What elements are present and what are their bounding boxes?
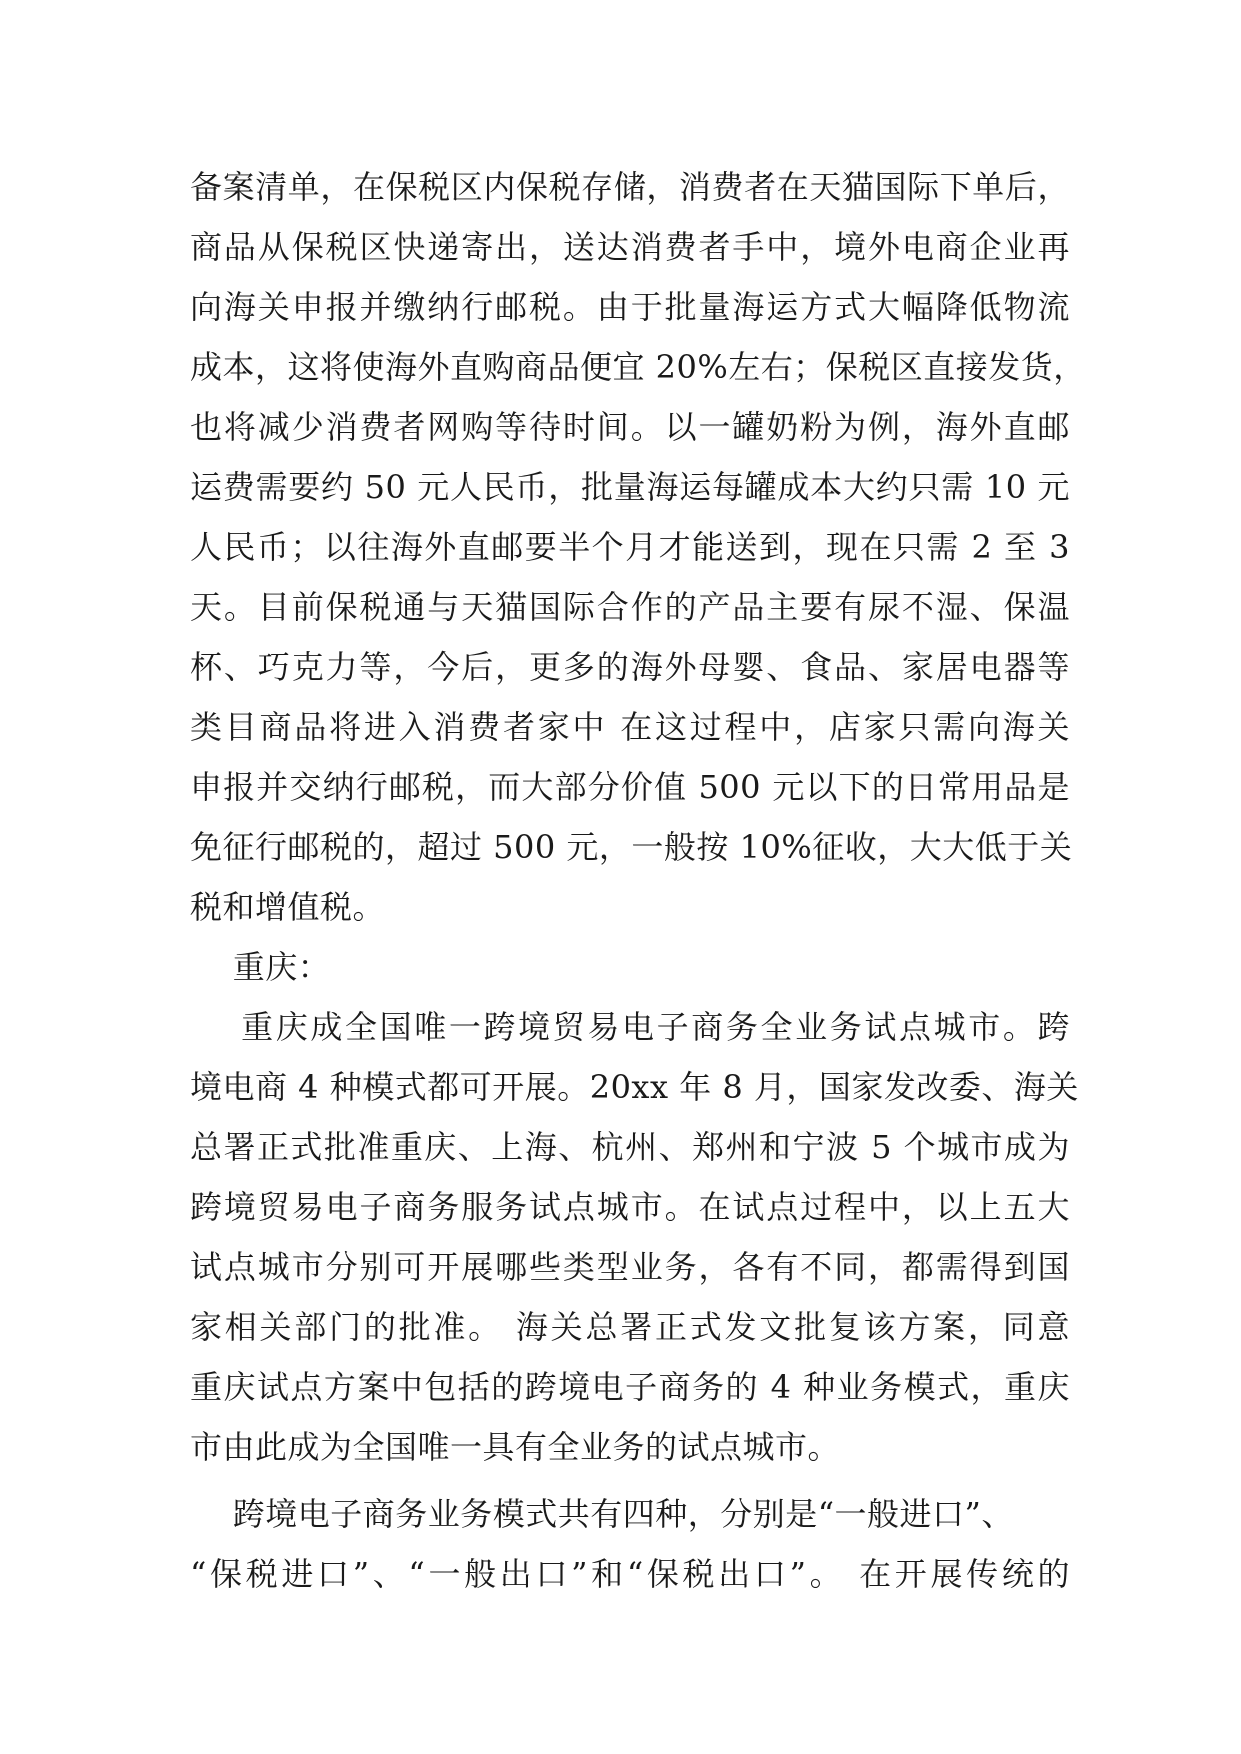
text-line: 成本，这将使海外直购商品便宜 20%左右；保税区直接发货， (190, 348, 1086, 386)
text-line: 税和增值税。 (190, 888, 386, 926)
text-line: 境电商 4 种模式都可开展。20xx 年 8 月，国家发改委、海关 (190, 1068, 1079, 1106)
text-line: 家相关部门的批准。 海关总署正式发文批复该方案，同意 (190, 1308, 1070, 1346)
paragraph-bonded-import-details (190, 157, 1086, 937)
paragraph-chongqing-heading (190, 937, 1070, 997)
document-body (190, 157, 1086, 1604)
text-line: 向海关申报并缴纳行邮税。由于批量海运方式大幅降低物流 (190, 288, 1070, 326)
text-line: 备案清单，在保税区内保税存储，消费者在天猫国际下单后， (190, 168, 1070, 206)
text-line: 也将减少消费者网购等待时间。以一罐奶粉为例，海外直邮 (190, 408, 1070, 446)
paragraph-gap (190, 1477, 1070, 1484)
text-line: 天。目前保税通与天猫国际合作的产品主要有尿不湿、保温 (190, 588, 1070, 626)
text-line: 重庆成全国唯一跨境贸易电子商务全业务试点城市。跨 (190, 1008, 1070, 1046)
text-line: 重庆试点方案中包括的跨境电子商务的 4 种业务模式，重庆 (190, 1368, 1070, 1406)
paragraph-business-models (190, 1484, 1070, 1604)
text-line: 试点城市分别可开展哪些类型业务，各有不同，都需得到国 (190, 1248, 1070, 1286)
text-line: 人民币；以往海外直邮要半个月才能送到，现在只需 2 至 3 (190, 528, 1070, 566)
text-line: 类目商品将进入消费者家中 在这过程中，店家只需向海关 (190, 708, 1070, 746)
text-line: “保税进口”、“一般出口”和“保税出口”。 在开展传统的 (190, 1555, 1070, 1593)
section-heading: 重庆： (190, 948, 331, 986)
text-line: 运费需要约 50 元人民币，批量海运每罐成本大约只需 10 元 (190, 468, 1070, 506)
paragraph-chongqing-pilot (190, 997, 1079, 1477)
text-line: 跨境贸易电子商务服务试点城市。在试点过程中，以上五大 (190, 1188, 1070, 1226)
text-line: 市由此成为全国唯一具有全业务的试点城市。 (190, 1428, 841, 1466)
text-line: 杯、巧克力等，今后，更多的海外母婴、食品、家居电器等 (190, 648, 1070, 686)
text-line: 总署正式批准重庆、上海、杭州、郑州和宁波 5 个城市成为 (190, 1128, 1070, 1166)
text-line: 免征行邮税的，超过 500 元，一般按 10%征收，大大低于关 (190, 828, 1073, 866)
text-line: 申报并交纳行邮税，而大部分价值 500 元以下的日常用品是 (190, 768, 1070, 806)
text-line: 商品从保税区快递寄出，送达消费者手中，境外电商企业再 (190, 228, 1070, 266)
text-line: 跨境电子商务业务模式共有四种，分别是“一般进口”、 (190, 1495, 1014, 1533)
